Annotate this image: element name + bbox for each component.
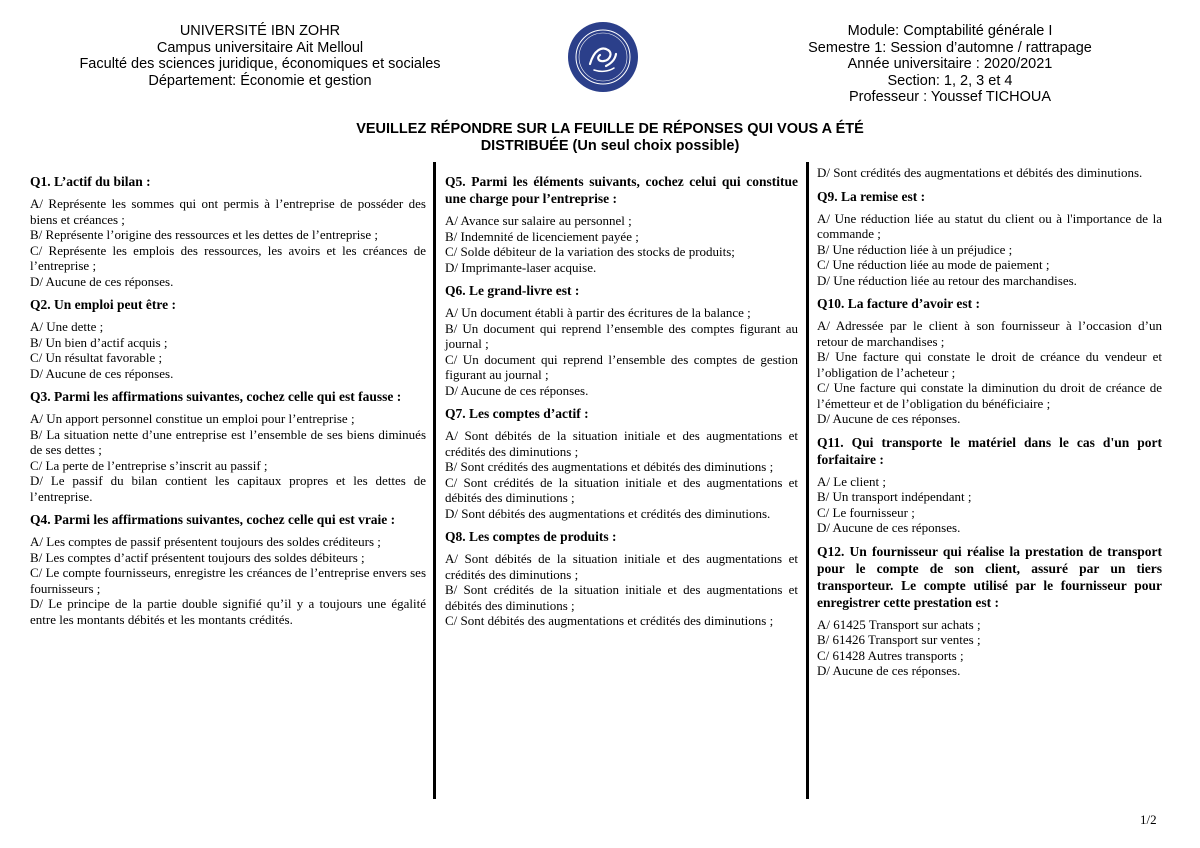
question-q9: Q9. La remise est : (817, 188, 926, 204)
module-header (740, 23, 1160, 106)
option-q2-d: D/ Aucune de ces réponses. (30, 365, 174, 381)
section-info: Section: 1, 2, 3 et 4 (887, 72, 1013, 89)
question-block-q5 (445, 173, 798, 275)
option-q3-c: C/ La perte de l’entreprise s’inscrit au passif ; (30, 457, 268, 473)
department-name: Département: Économie et gestion (148, 72, 372, 89)
page-number: 1/2 (1140, 812, 1157, 827)
option-q8-b: B/ Sont crédités de la situation initiale et des augmentations et débités des diminutions ; (445, 582, 798, 613)
question-block-q4 (30, 511, 426, 627)
option-q4-c: C/ Le compte fournisseurs, enregistre les créances de l’entreprise envers ses fournisseurs ; (30, 565, 426, 596)
module-name: Module: Comptabilité générale I (847, 23, 1053, 39)
question-block-q9 (817, 188, 1162, 289)
question-q10: Q10. La facture d’avoir est : (817, 296, 980, 311)
option-q5-b: B/ Indemnité de licenciement payée ; (445, 228, 639, 244)
option-q3-d: D/ Le passif du bilan contient les capitaux propres et les dettes de l’entreprise. (30, 473, 426, 504)
academic-year: Année universitaire : 2020/2021 (847, 56, 1053, 72)
question-block-q8 (445, 528, 798, 629)
option-q11-b: B/ Un transport indépendant ; (817, 489, 972, 504)
option-q6-c: C/ Un document qui reprend l’ensemble des comptes de gestion figurant au journal ; (445, 351, 798, 382)
professor-name: Professeur : Youssef TICHOUA (848, 89, 1052, 105)
option-q12-d: D/ Aucune de ces réponses. (817, 663, 961, 678)
option-q11-c: C/ Le fournisseur ; (817, 504, 915, 520)
question-q7: Q7. Les comptes d’actif : (445, 406, 589, 421)
option-q7-b: B/ Sont crédités des augmentations et débités des diminutions ; (445, 459, 774, 474)
question-q12: Q12. Un fournisseur qui réalise la prestation de transport pour le compte de son client, assuré par un tiers transporteur. Le compte utilisé par le fournisseur pour enregistrer cette prestation est : (817, 543, 1162, 610)
column-divider-2 (806, 162, 809, 799)
option-q7-c: C/ Sont crédités de la situation initiale et des augmentations et débités des diminutions ; (445, 474, 798, 505)
option-q6-a: A/ Un document établi à partir des écritures de la balance ; (445, 305, 751, 320)
question-q3: Q3. Parmi les affirmations suivantes, cochez celle qui est fausse : (30, 389, 402, 404)
option-q4-a: A/ Les comptes de passif présentent toujours des soldes créditeurs ; (30, 534, 381, 549)
option-q4-d: D/ Le principe de la partie double signifié qu’il y a toujours une égalité entre les montants débités et les montants crédités. (30, 596, 426, 627)
option-q12-c: C/ 61428 Autres transports ; (817, 647, 964, 663)
question-block-q3 (30, 388, 426, 504)
option-q1-b: B/ Représente l’origine des ressources et les dettes de l’entreprise ; (30, 227, 378, 242)
option-q12-b: B/ 61426 Transport sur ventes ; (817, 632, 981, 647)
semester-info: Semestre 1: Session d’automne / rattrapage (808, 39, 1092, 56)
option-q1-c: C/ Représente les emplois des ressources, les avoirs et les créances de l’entreprise ; (30, 242, 426, 273)
question-q4: Q4. Parmi les affirmations suivantes, cochez celle qui est vraie : (30, 512, 396, 527)
option-q7-d: D/ Sont débités des augmentations et crédités des diminutions. (445, 505, 771, 521)
option-q10-b: B/ Une facture qui constate le droit de créance du vendeur et l’obligation de l’acheteur ; (817, 349, 1162, 380)
question-q1: Q1. L’actif du bilan : (30, 174, 151, 189)
campus-name: Campus universitaire Ait Melloul (156, 39, 364, 56)
option-q10-a: A/ Adressée par le client à son fournisseur à l’occasion d’un retour de marchandises ; (817, 318, 1162, 349)
option-q12-a: A/ 61425 Transport sur achats ; (817, 616, 981, 632)
option-q8-d: D/ Sont crédités des augmentations et débités des diminutions. (817, 165, 1143, 180)
option-q10-d: D/ Aucune de ces réponses. (817, 411, 961, 426)
university-name: UNIVERSITÉ IBN ZOHR (179, 23, 341, 39)
option-q4-b: B/ Les comptes d’actif présentent toujours des soldes débiteurs ; (30, 549, 365, 565)
faculty-name: Faculté des sciences juridique, économiques et sociales (79, 56, 441, 72)
option-q9-b: B/ Une réduction liée à un préjudice ; (817, 241, 1013, 257)
option-q9-c: C/ Une réduction liée au mode de paiement ; (817, 257, 1050, 272)
option-q11-d: D/ Aucune de ces réponses. (817, 520, 961, 535)
question-block-q6 (445, 282, 798, 398)
question-column-1 (30, 168, 426, 627)
question-q8: Q8. Les comptes de produits : (445, 529, 617, 544)
option-q7-a: A/ Sont débités de la situation initiale et des augmentations et crédités des diminutions ; (445, 428, 798, 459)
option-q9-a: A/ Une réduction liée au statut du client ou à l'importance de la commande ; (817, 210, 1162, 241)
option-q8-a: A/ Sont débités de la situation initiale et des augmentations et crédités des diminutions ; (445, 551, 798, 582)
question-column-2 (445, 168, 798, 629)
option-q2-a: A/ Une dette ; (30, 319, 104, 334)
university-logo (566, 20, 640, 94)
option-q2-c: C/ Un résultat favorable ; (30, 350, 163, 365)
university-header (40, 23, 480, 89)
question-block-q12 (817, 543, 1162, 679)
option-q5-a: A/ Avance sur salaire au personnel ; (445, 213, 632, 228)
option-q5-c: C/ Solde débiteur de la variation des stocks de produits; (445, 244, 735, 259)
column-divider-1 (433, 162, 436, 799)
option-q10-c: C/ Une facture qui constate la diminution du droit de créance de l’émetteur et de l’obligation du bénéficiaire ; (817, 380, 1162, 411)
option-q3-a: A/ Un apport personnel constitue un emploi pour l’entreprise ; (30, 411, 355, 426)
instructions-line-2: DISTRIBUÉE (Un seul choix possible) (480, 138, 740, 154)
question-q5: Q5. Parmi les éléments suivants, cochez celui qui constitue une charge pour l’entreprise : (445, 174, 798, 206)
question-q6: Q6. Le grand-livre est : (445, 283, 580, 298)
option-q2-b: B/ Un bien d’actif acquis ; (30, 334, 168, 350)
question-column-3 (817, 165, 1162, 679)
option-q8-c: C/ Sont débités des augmentations et crédités des diminutions ; (445, 613, 774, 628)
question-block-q1 (30, 173, 426, 289)
instructions-line-1: VEUILLEZ RÉPONDRE SUR LA FEUILLE DE RÉPONSES QUI VOUS A ÉTÉ (356, 121, 864, 137)
question-q2: Q2. Un emploi peut être : (30, 297, 176, 312)
option-q6-d: D/ Aucune de ces réponses. (445, 382, 589, 398)
option-q11-a: A/ Le client ; (817, 473, 886, 489)
option-q1-a: A/ Représente les sommes qui ont permis à l’entreprise de posséder des biens et créances ; (30, 196, 426, 227)
instructions-title (300, 121, 920, 155)
option-q5-d: D/ Imprimante-laser acquise. (445, 259, 597, 275)
option-q1-d: D/ Aucune de ces réponses. (30, 273, 174, 289)
question-block-q7 (445, 405, 798, 521)
university-seal-icon (566, 20, 640, 94)
question-block-q10 (817, 295, 1162, 427)
option-q6-b: B/ Un document qui reprend l’ensemble des comptes figurant au journal ; (445, 320, 798, 351)
question-q11: Q11. Qui transporte le matériel dans le cas d'un port forfaitaire : (817, 434, 1162, 467)
question-block-q2 (30, 296, 426, 381)
option-q3-b: B/ La situation nette d’une entreprise est l’ensemble de ses biens diminués de ses dettes ; (30, 426, 426, 457)
question-block-q11 (817, 434, 1162, 536)
option-q9-d: D/ Une réduction liée au retour des marchandises. (817, 272, 1077, 288)
